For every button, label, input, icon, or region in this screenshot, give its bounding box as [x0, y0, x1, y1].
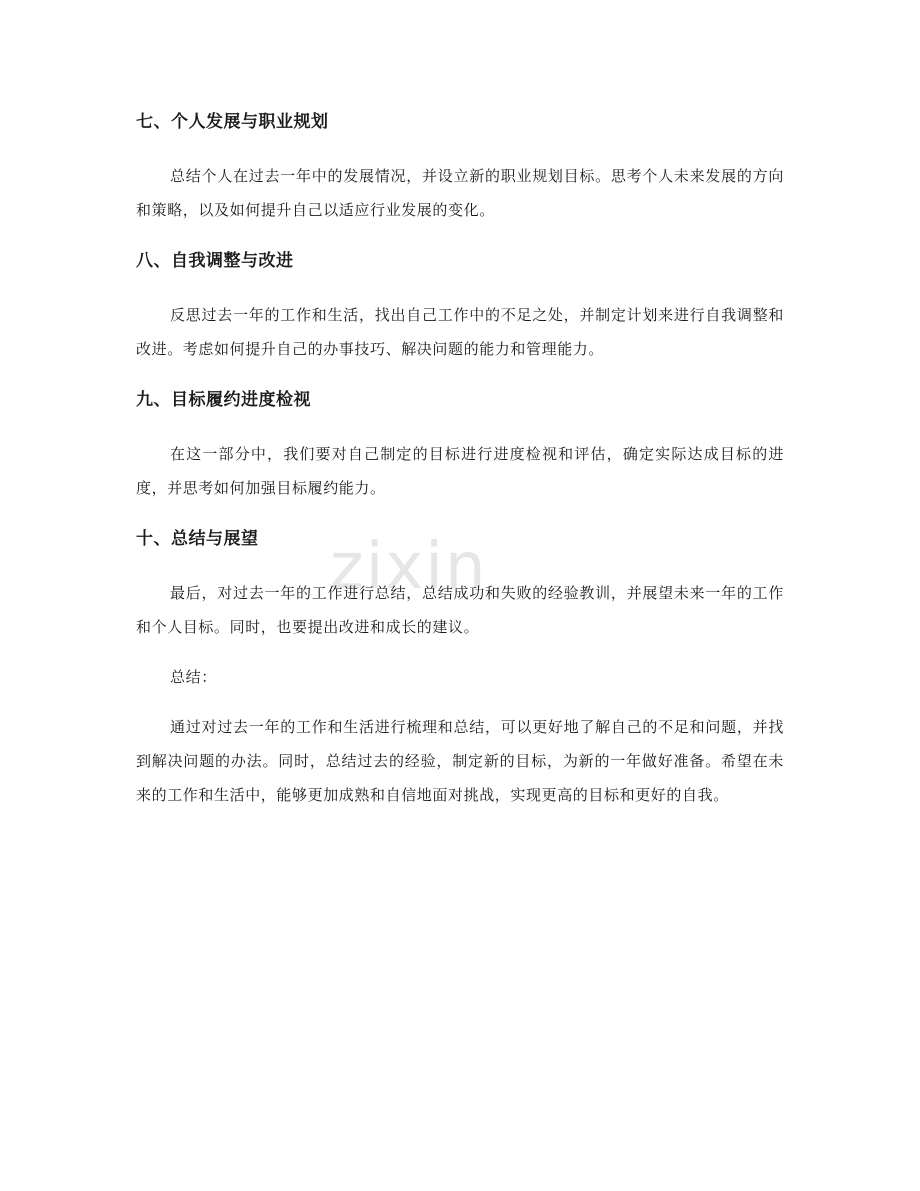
- section-paragraph-7: 总结个人在过去一年中的发展情况，并设立新的职业规划目标。思考个人未来发展的方向和策略，以及如何提升自己以适应行业发展的变化。: [136, 167, 784, 219]
- section-heading-7: 七、个人发展与职业规划: [136, 112, 329, 132]
- document-body: [136, 105, 784, 812]
- summary-paragraph: 通过对过去一年的工作和生活进行梳理和总结，可以更好地了解自己的不足和问题，并找到解决问题的办法。同时，总结过去的经验，制定新的目标，为新的一年做好准备。希望在未来的工作和生活中，能够更加成熟和自信地面对挑战，实现更高的目标和更好的自我。: [136, 718, 784, 804]
- watermark: zixin: [330, 530, 488, 604]
- section-heading-9: 九、目标履约进度检视: [136, 390, 311, 410]
- section-heading-8: 八、自我调整与改进: [136, 251, 294, 271]
- section-paragraph-10: 最后，对过去一年的工作进行总结，总结成功和失败的经验教训，并展望未来一年的工作和个人目标。同时，也要提出改进和成长的建议。: [136, 584, 784, 636]
- section-paragraph-8: 反思过去一年的工作和生活，找出自己工作中的不足之处，并制定计划来进行自我调整和改进。考虑如何提升自己的办事技巧、解决问题的能力和管理能力。: [136, 306, 784, 358]
- section-heading-10: 十、总结与展望: [136, 529, 259, 549]
- summary-label: 总结：: [170, 668, 217, 686]
- section-paragraph-9: 在这一部分中，我们要对自己制定的目标进行进度检视和评估，确定实际达成目标的进度，并思考如何加强目标履约能力。: [136, 445, 784, 497]
